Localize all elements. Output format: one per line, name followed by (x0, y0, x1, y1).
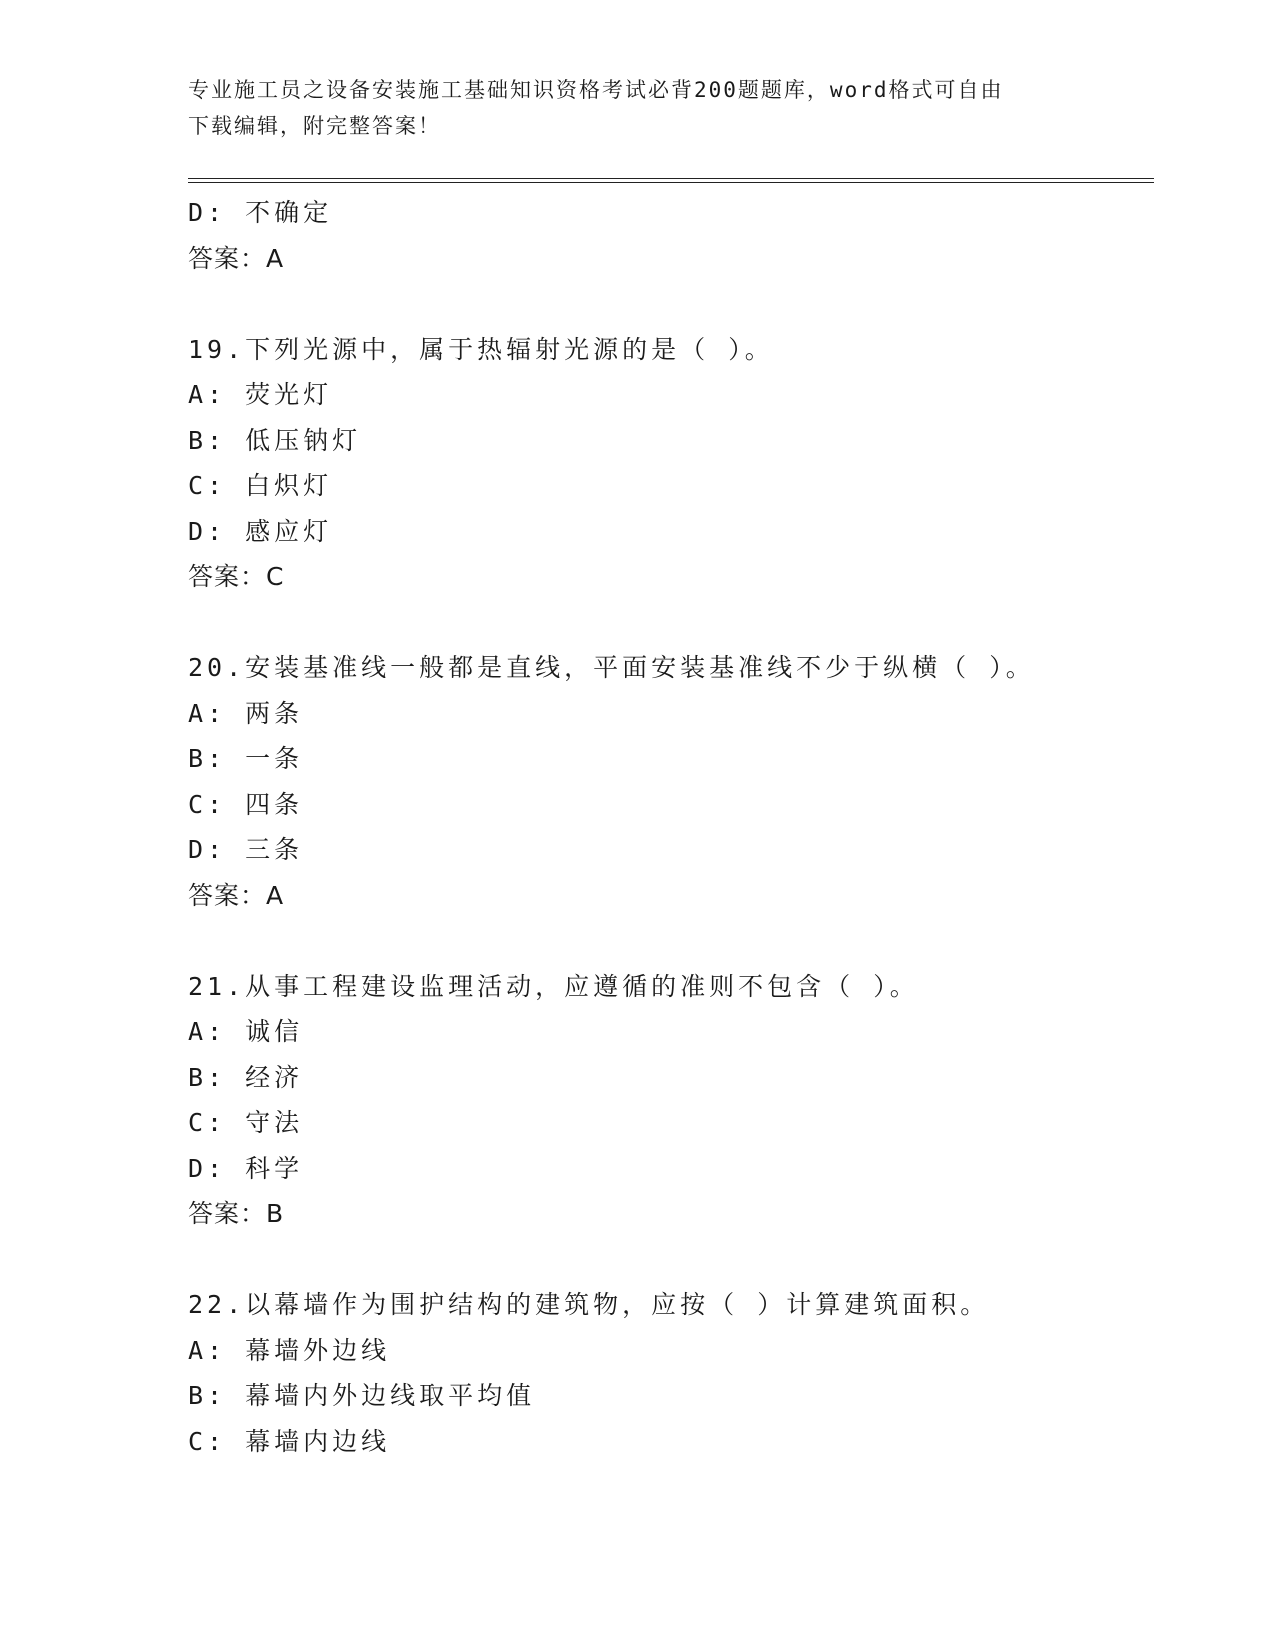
question-option: C: 幕墙内边线 (188, 1426, 391, 1456)
spacer (188, 600, 1154, 646)
spacer (188, 281, 1154, 327)
question-option: A: 诚信 (188, 1017, 304, 1046)
header-line-1: 专业施工员之设备安装施工基础知识资格考试必背200题题库，word格式可自由 (188, 78, 1004, 102)
answer-line: 答案：C (188, 562, 285, 591)
question-option: C: 守法 (188, 1108, 304, 1137)
page-header (188, 72, 1088, 144)
question-option: B: 低压钠灯 (188, 425, 362, 455)
answer-line: 答案：B (188, 1199, 285, 1228)
question-block-21 (188, 964, 1154, 1237)
question-option: B: 经济 (188, 1062, 304, 1092)
question-option: B: 幕墙内外边线取平均值 (188, 1381, 536, 1410)
question-option: A: 幕墙外边线 (188, 1335, 391, 1365)
answer-line: 答案：A (188, 880, 285, 910)
question-stem: 19.下列光源中，属于热辐射光源的是（ ）。 (188, 334, 774, 364)
question-stem: 21.从事工程建设监理活动，应遵循的准则不包含（ ）。 (188, 971, 919, 1001)
spacer (188, 918, 1154, 964)
question-block-20 (188, 645, 1154, 918)
question-option: B: 一条 (188, 744, 304, 773)
question-option: C: 四条 (188, 789, 304, 819)
question-option: C: 白炽灯 (188, 471, 333, 500)
header-line-2: 下载编辑，附完整答案！ (188, 114, 441, 138)
question-option: D: 科学 (188, 1153, 304, 1183)
question-list (188, 190, 1154, 1464)
question-option: D: 感应灯 (188, 516, 333, 546)
question-option: D: 不确定 (188, 198, 333, 227)
spacer (188, 1237, 1154, 1283)
question-option: A: 两条 (188, 698, 304, 728)
question-block-22 (188, 1282, 1154, 1464)
question-stem: 20.安装基准线一般都是直线，平面安装基准线不少于纵横（ ）。 (188, 653, 1035, 682)
question-block-19 (188, 327, 1154, 600)
question-option: D: 三条 (188, 835, 304, 864)
question-option: A: 荧光灯 (188, 380, 333, 409)
question-stem: 22.以幕墙作为围护结构的建筑物，应按（ ）计算建筑面积。 (188, 1290, 990, 1319)
header-divider (188, 178, 1154, 183)
answer-line: 答案：A (188, 243, 285, 273)
